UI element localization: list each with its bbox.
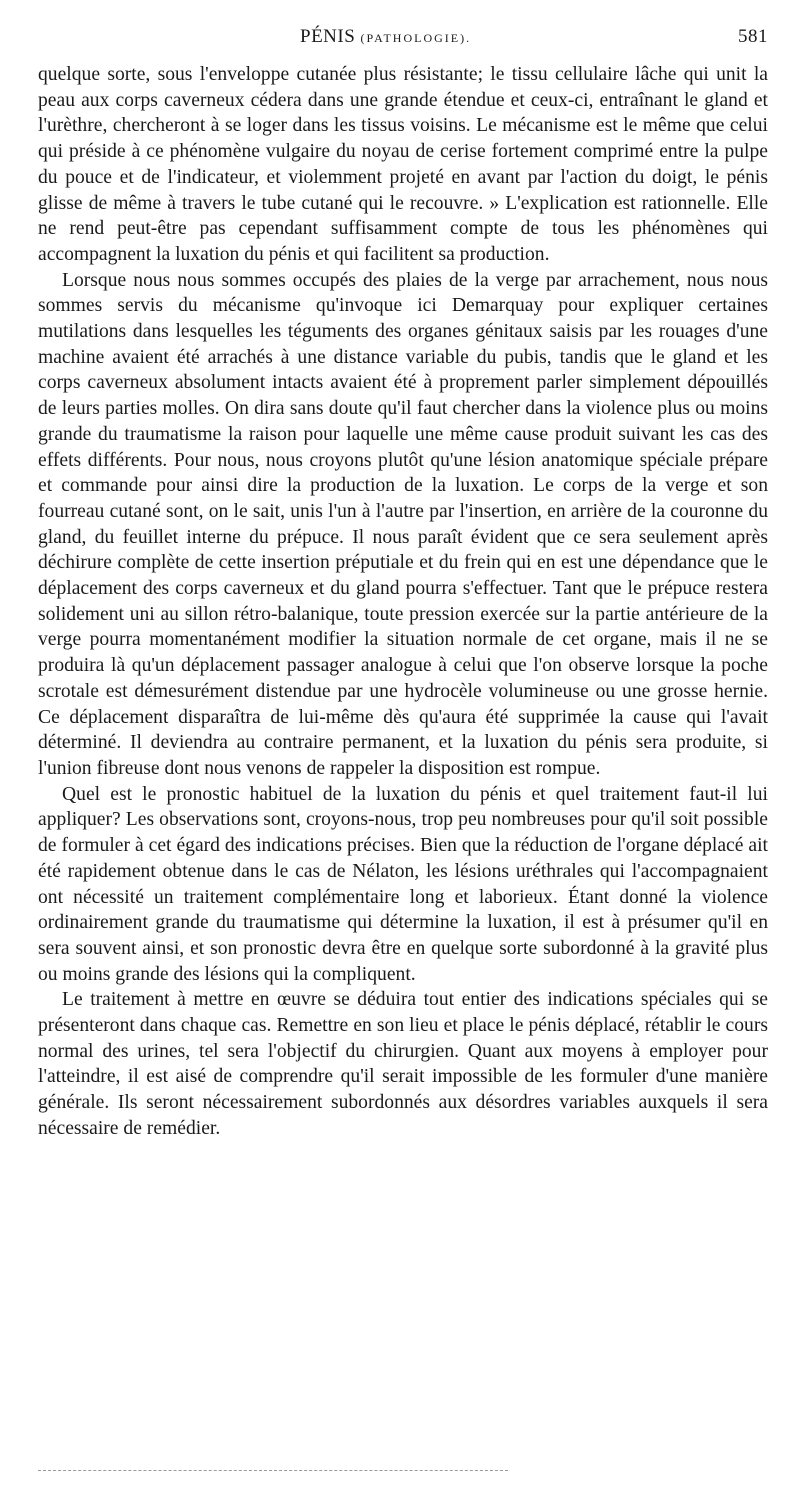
paragraph-treatment: Le traitement à mettre en œuvre se déduira tout entier des indications spéciales qui se présenteront dans chaque cas. Remettre en son lieu et place le pénis déplacé, rétablir le cours normal des urines, tel sera l'objectif du chirurgien. Quant aux moyens à employer pour l'atteindre, il est aisé de comprendre qu'il serait impossible de les formuler d'une manière générale. Ils seront nécessairement subordonnés aux désordres variables auxquels il sera nécessaire de remédier. — [38, 989, 768, 1139]
footer-rule — [38, 1470, 508, 1471]
running-title — [300, 26, 471, 48]
paragraph-prognosis: Quel est le pronostic habituel de la luxation du pénis et quel traitement faut-il lui appliquer? Les observations sont, croyons-nous, trop peu nombreuses pour qu'il soit possible de formuler à cet égard des indications précises. Bien que la réduction de l'organe déplacé ait été rapidement obtenue dans le cas de Nélaton, les lésions uréthrales qui l'accompagnaient ont nécessité un traitement complémentaire long et laborieux. Étant donné la violence ordinairement grande du traumatisme qui détermine la luxation, il est à présumer qu'il en sera souvent ainsi, et son pronostic devra être en quelque sorte subordonné à la gravité plus ou moins grande des lésions qui la compliquent. — [38, 783, 768, 985]
running-title-main: PÉNIS — [300, 26, 356, 47]
paragraph-continuation: quelque sorte, sous l'enveloppe cutanée plus résistante; le tissu cellulaire lâche qui unit la peau aux corps caverneux cédera dans une grande étendue et ceux-ci, entraînant le gland et l'urèthre, chercheront à se loger dans les tissus voisins. Le mécanisme est le même que celui qui préside à ce phénomène vulgaire du noyau de cerise fortement comprimé entre la pulpe du pouce et de l'indicateur, et violemment projeté en avant par l'action du doigt, le pénis glisse de même à travers le tube cutané qui le recouvre. » L'explication est rationnelle. Elle ne rend peut-être pas cependant suffisamment compte de tous les phénomènes qui accompagnent la luxation du pénis et qui facilitent sa production. — [38, 64, 768, 265]
running-head — [38, 26, 768, 54]
running-title-subtitle: (PATHOLOGIE). — [360, 31, 472, 45]
paragraph-mechanism: Lorsque nous nous sommes occupés des plaies de la verge par arrachement, nous nous sommes servis du mécanisme qu'invoque ici Demarquay pour expliquer certaines mutilations dans lesquelles les téguments des organes génitaux saisis par les rouages d'une machine avaient été arrachés à une distance variable du pubis, tandis que le gland et les corps caverneux absolument intacts avaient été à proprement parler simplement dépouillés de leurs parties molles. On dira sans doute qu'il faut chercher dans la violence plus ou moins grande du traumatisme la raison pour laquelle une même cause produit suivant les cas des effets différents. Pour nous, nous croyons plutôt qu'une lésion anatomique spéciale prépare et commande pour ainsi dire la production de la luxation. Le corps de la verge et son fourreau cutané sont, on le sait, unis l'un à l'autre par l'insertion, en arrière de la couronne du gland, du feuillet interne du prépuce. Il nous paraît évident que ce sera seulement après déchirure complète de cette insertion préputiale et du frein qui en est une dépendance que le déplacement des corps caverneux et du gland pourra s'effectuer. Tant que le prépuce restera solidement uni au sillon rétro-balanique, toute pression exercée sur la partie antérieure de la verge pourra momentanément modifier la situation normale de cet organe, mais il ne se produira là qu'un déplacement passager analogue à celui que l'on observe lorsque la poche scrotale est démesurément distendue par une hydrocèle volumineuse ou une grosse hernie. Ce déplacement disparaîtra de lui-même dès qu'aura été supprimée la cause qui l'avait déterminé. Il deviendra au contraire permanent, et la luxation du pénis sera produite, si l'union fibreuse dont nous venons de rappeler la disposition est rompue. — [38, 269, 768, 779]
page-number: 581 — [738, 26, 768, 47]
body-text — [38, 62, 768, 1142]
book-page — [38, 26, 768, 1142]
